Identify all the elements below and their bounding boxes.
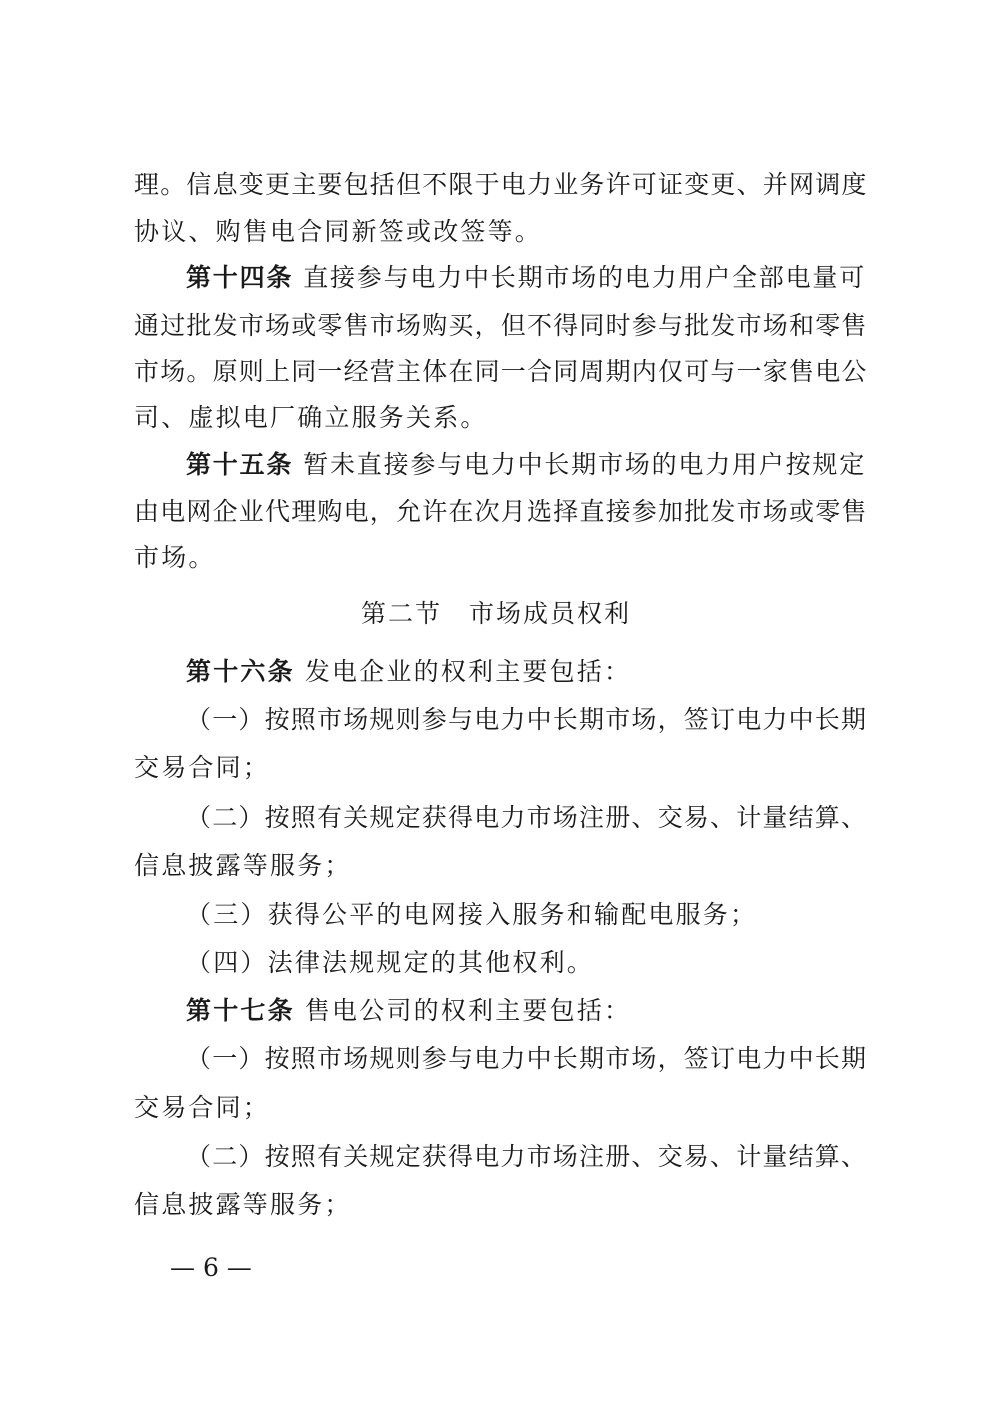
page-number: — 6 — bbox=[170, 1253, 252, 1282]
list-item-line: （二）按照有关规定获得电力市场注册、交易、计量结算、 bbox=[186, 1142, 868, 1171]
paragraph-line: 协议、购售电合同新签或改签等。 bbox=[134, 217, 543, 246]
article-14-text: 直接参与电力中长期市场的电力用户全部电量可 bbox=[303, 263, 867, 292]
paragraph-line: 通过批发市场或零售市场购买，但不得同时参与批发市场和零售 bbox=[134, 311, 868, 340]
list-item-line: 交易合同； bbox=[134, 753, 271, 782]
section-title: 第二节 市场成员权利 bbox=[360, 599, 631, 628]
list-item-line: （一）按照市场规则参与电力中长期市场，签订电力中长期 bbox=[186, 705, 868, 734]
paragraph-line: 理。信息变更主要包括但不限于电力业务许可证变更、并网调度 bbox=[134, 170, 868, 199]
list-item-line: （二）按照有关规定获得电力市场注册、交易、计量结算、 bbox=[186, 803, 868, 832]
article-17-first-line bbox=[186, 991, 870, 1031]
article-16-text: 发电企业的权利主要包括： bbox=[304, 657, 632, 686]
list-item-line: 交易合同； bbox=[134, 1093, 271, 1122]
article-14-label: 第十四条 bbox=[186, 263, 294, 292]
paragraph-line: 由电网企业代理购电，允许在次月选择直接参加批发市场或零售 bbox=[134, 497, 868, 526]
paragraph-line: 司、虚拟电厂确立服务关系。 bbox=[134, 403, 488, 432]
list-item-line: （一）按照市场规则参与电力中长期市场，签订电力中长期 bbox=[186, 1044, 868, 1073]
list-item-line: （四）法律法规规定的其他权利。 bbox=[186, 948, 595, 977]
article-16-label: 第十六条 bbox=[186, 657, 295, 686]
article-15-text: 暂未直接参与电力中长期市场的电力用户按规定 bbox=[303, 450, 867, 479]
paragraph-line: 市场。 bbox=[134, 543, 216, 572]
list-item-line: （三）获得公平的电网接入服务和输配电服务； bbox=[186, 900, 758, 929]
article-17-label: 第十七条 bbox=[186, 996, 295, 1025]
article-14-first-line bbox=[186, 258, 870, 298]
paragraph-line: 市场。原则上同一经营主体在同一合同周期内仅可与一家售电公 bbox=[134, 357, 868, 386]
list-item-line: 信息披露等服务； bbox=[134, 1190, 352, 1219]
article-16-first-line bbox=[186, 652, 870, 692]
article-15-label: 第十五条 bbox=[186, 450, 294, 479]
list-item-line: 信息披露等服务； bbox=[134, 851, 352, 880]
article-15-first-line bbox=[186, 445, 870, 485]
article-17-text: 售电公司的权利主要包括： bbox=[304, 996, 632, 1025]
